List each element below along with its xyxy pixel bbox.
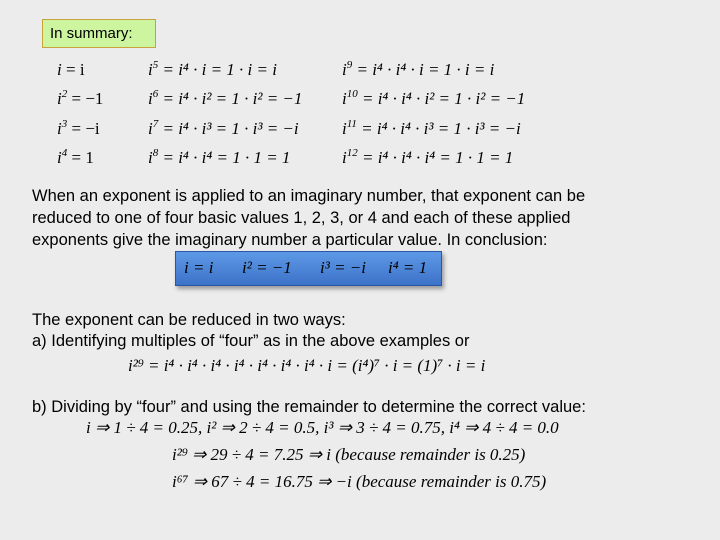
method-b-text: b) Dividing by “four” and using the remainder to determine the correct value:: [32, 398, 586, 416]
reduction-intro: The exponent can be reduced in two ways:: [32, 311, 346, 329]
conclusion-box: [175, 251, 442, 286]
conclusion-i1: i = i: [184, 258, 214, 277]
power-i11: $i^{11} = i^4 \cdot i^4 \cdot i^3 = 1 \cdot i^3 = -i$: [342, 118, 521, 138]
method-a-formula: i²⁹ = i⁴ · i⁴ · i⁴ · i⁴ · i⁴ · i⁴ · i⁴ · i = (i⁴)⁷ · i = (1)⁷ · i = i: [128, 356, 486, 375]
power-i2: $i^2 = -1$: [57, 88, 104, 108]
power-i10: $i^{10} = i^4 \cdot i^4 \cdot i^2 = 1 \cdot i^2 = -1$: [342, 88, 526, 108]
summary-label: In summary:: [42, 19, 156, 48]
conclusion-i4: i⁴ = 1: [388, 258, 428, 277]
power-i4: $i^4 = 1$: [57, 147, 94, 167]
method-a-text: a) Identifying multiples of “four” as in the above examples or: [32, 332, 470, 350]
power-i6: $i^6 = i^4 \cdot i^2 = 1 \cdot i^2 = -1$: [148, 88, 303, 108]
method-b-formula-1: i ⇒ 1 ÷ 4 = 0.25, i² ⇒ 2 ÷ 4 = 0.5, i³ ⇒ 3 ÷ 4 = 0.75, i⁴ ⇒ 4 ÷ 4 = 0.0: [86, 418, 559, 437]
explanation-line-3: exponents give the imaginary number a particular value. In conclusion:: [32, 231, 548, 249]
method-b-formula-2: i²⁹ ⇒ 29 ÷ 4 = 7.25 ⇒ i (because remainder is 0.25): [172, 445, 526, 464]
power-i7: $i^7 = i^4 \cdot i^3 = 1 \cdot i^3 = -i$: [148, 118, 299, 138]
conclusion-i3: i³ = −i: [320, 258, 366, 277]
method-b-formula-3: i⁶⁷ ⇒ 67 ÷ 4 = 16.75 ⇒ −i (because remainder is 0.75): [172, 472, 547, 491]
power-i8: $i^8 = i^4 \cdot i^4 = 1 \cdot 1 = 1$: [148, 147, 291, 167]
power-i1: i = i: [57, 60, 85, 79]
explanation-line-2: reduced to one of four basic values 1, 2, 3, or 4 and each of these applied: [32, 209, 571, 227]
conclusion-i2: i² = −1: [242, 258, 292, 277]
explanation-line-1: When an exponent is applied to an imaginary number, that exponent can be: [32, 187, 586, 205]
power-i5: $i^5 = i^4 \cdot i = 1 \cdot i = i$: [148, 59, 277, 79]
power-i9: $i^9 = i^4 \cdot i^4 \cdot i = 1 \cdot i = i$: [342, 59, 495, 79]
power-i12: $i^{12} = i^4 \cdot i^4 \cdot i^4 = 1 \cdot 1 = 1$: [342, 147, 514, 167]
power-i3: $i^3 = -i$: [57, 118, 100, 138]
